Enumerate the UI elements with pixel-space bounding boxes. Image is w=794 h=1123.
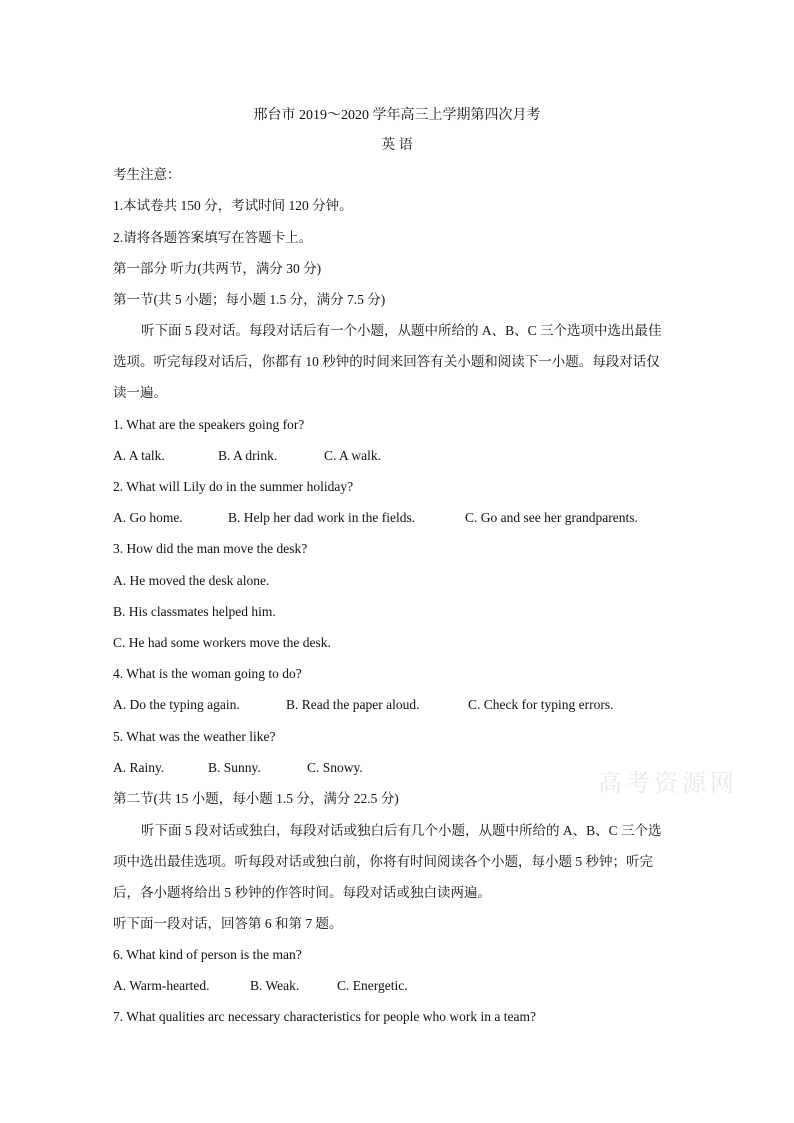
option: A. A talk. [113,448,165,463]
option: B. His classmates helped him. [113,604,276,619]
section2-instruction: 听下面 5 段对话或独白，每段对话或独白后有几个小题，从题中所给的 A、B、C 三个选 [141,823,662,838]
question-stem: 1. What are the speakers going for? [113,417,305,432]
section1-heading: 第一节(共 5 小题；每小题 1.5 分，满分 7.5 分) [113,292,386,307]
option: B. A drink. [218,448,278,463]
section1-instruction: 选项。听完每段对话后，你都有 10 秒钟的时间来回答有关小题和阅读下一小题。每段对话仅 [113,354,660,369]
section2-heading: 第二节(共 15 小题，每小题 1.5 分，满分 22.5 分) [113,791,399,806]
option: C. A walk. [324,448,382,463]
option: C. Check for typing errors. [468,697,614,712]
option: A. Rainy. [113,760,165,775]
page-title: 邢台市 2019～2020 学年高三上学期第四次月考 [253,108,541,123]
option: B. Weak. [250,978,300,993]
section1-instruction: 听下面 5 段对话。每段对话后有一个小题，从题中所给的 A、B、C 三个选项中选出最佳 [141,323,662,338]
section2-instruction: 后，各小题将给出 5 秒钟的作答时间。每段对话或独白读两遍。 [113,885,491,900]
option: B. Read the paper aloud. [286,697,420,712]
option: A. Go home. [113,510,183,525]
option: A. Warm-hearted. [113,978,210,993]
question-stem: 3. How did the man move the desk? [113,541,308,556]
question-stem: 6. What kind of person is the man? [113,947,302,962]
group-intro: 听下面一段对话，回答第 6 和第 7 题。 [113,916,343,931]
option: A. Do the typing again. [113,697,240,712]
option: C. He had some workers move the desk. [113,635,331,650]
part1-heading: 第一部分 听力(共两节，满分 30 分) [113,261,322,276]
question-stem: 2. What will Lily do in the summer holiday? [113,479,354,494]
option: C. Energetic. [337,978,408,993]
question-stem: 5. What was the weather like? [113,729,276,744]
section2-instruction: 项中选出最佳选项。听每段对话或独白前，你将有时间阅读各个小题，每小题 5 秒钟；听完 [113,854,653,869]
question-stem: 4. What is the woman going to do? [113,666,302,681]
option: C. Go and see her grandparents. [465,510,638,525]
option: C. Snowy. [307,760,363,775]
subject-title: 英 语 [381,138,413,153]
notice-item: 2.请将各题答案填写在答题卡上。 [113,230,313,245]
watermark: 高考资源网 [598,769,738,797]
section1-instruction: 读一遍。 [113,385,167,400]
notice-heading: 考生注意： [113,167,181,182]
notice-item: 1.本试卷共 150 分，考试时间 120 分钟。 [113,198,353,213]
option: B. Help her dad work in the fields. [228,510,416,525]
option: A. He moved the desk alone. [113,573,270,588]
question-stem: 7. What qualities arc necessary characteristics for people who work in a team? [113,1009,536,1024]
option: B. Sunny. [208,760,261,775]
